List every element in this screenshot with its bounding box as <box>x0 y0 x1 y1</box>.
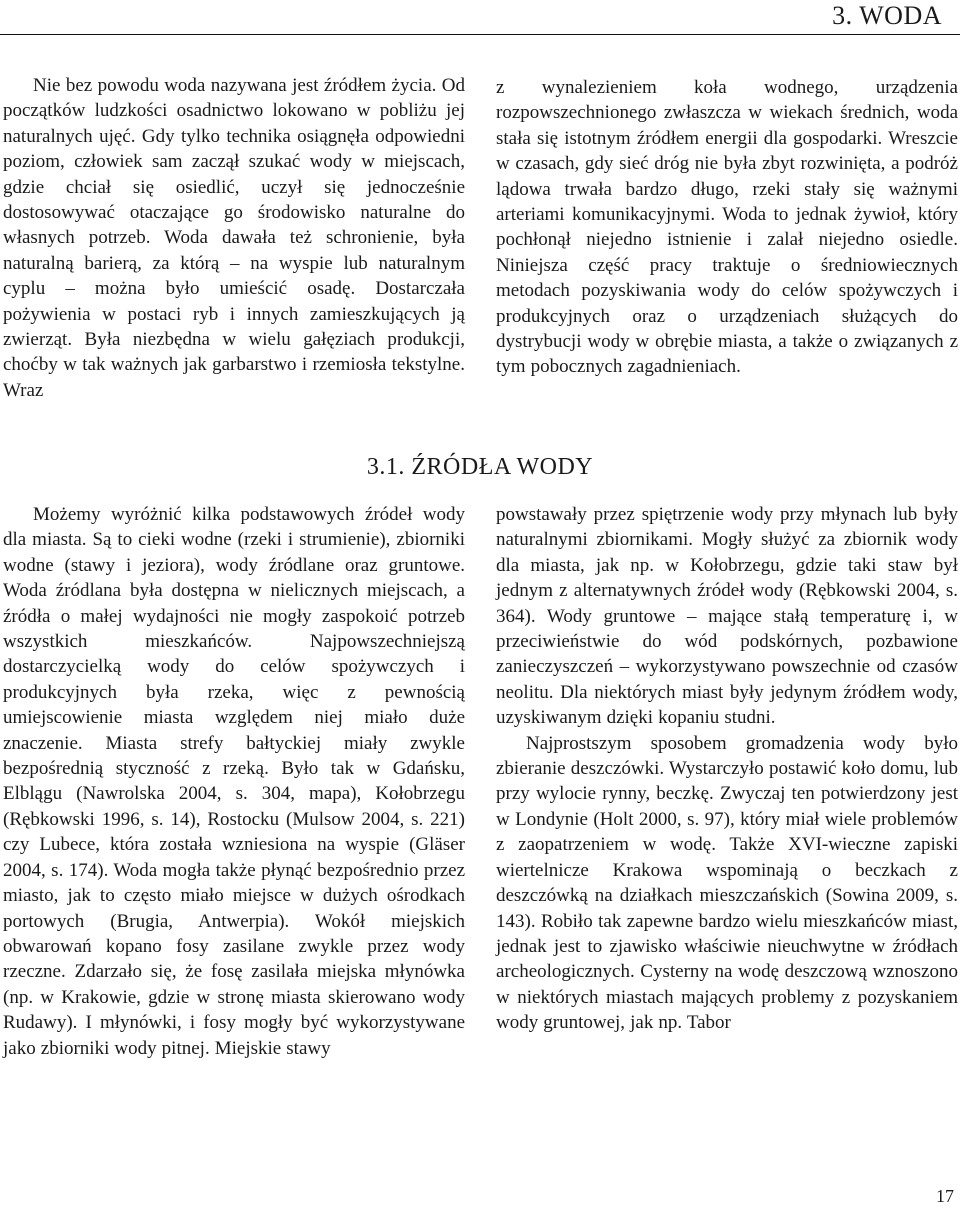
header-rule <box>0 34 960 35</box>
intro-paragraph-right: z wynalezieniem koła wodnego, urządzenia rozpowszechnionego zwłaszcza w wiekach średnich, woda stała się istotnym źródłem energii dla gospodarki. Wreszcie w czasach, gdy sieć dróg nie była zbyt rozwinięta, a podróż lądowa trwała bardzo długo, rzeki stały się ważnymi arteriami komunikacyjnymi. Woda to jednak żywioł, który pochłonął niejedno istnienie i zalał niejedno osiedle. Niniejsza część pracy traktuje o średniowiecznych metodach pozyskiwania wody do celów spożywczych i produkcyjnych oraz o urządzeniach służących do dystrybucji wody w obrębie miasta, a także o związanych z tym pobocznych zagadnieniach. <box>496 77 958 378</box>
chapter-title: 3. WODA <box>832 1 942 30</box>
section-right-column <box>496 502 958 1036</box>
section-paragraph-right-1: powstawały przez spiętrzenie wody przy młynach lub były naturalnymi zbiornikami. Mogły służyć za zbiornik wody dla miasta, jak np. w Kołobrzegu, gdzie taki staw był jednym z alternatywnych źródeł wody (Rębkowski 2004, s. 364). Wody gruntowe – mające stałą temperaturę i, w przeciwieństwie do wód podskórnych, pozbawione zanieczyszczeń – wykorzystywano powszechnie od czasów neolitu. Dla niektórych miast były jedynym źródłem wody, uzyskiwanym dzięki kopaniu studni. <box>496 504 958 729</box>
section-left-column <box>3 502 465 1061</box>
section-title: 3.1. ŹRÓDŁA WODY <box>366 454 594 480</box>
section-paragraph-right-2: Najprostszym sposobem gromadzenia wody było zbieranie deszczówki. Wystarczyło postawić koło domu, lub przy wylocie rynny, beczkę. Zwyczaj ten potwierdzony jest w Londynie (Holt 2000, s. 97), który miał wiele problemów z zaopatrzeniem w wodę. Także XVI-wieczne zapiski wiertelnicze Krakowa wspominają o beczkach z deszczówką na działkach mieszczańskich (Sowina 2009, s. 143). Robiło tak zapewne bardzo wielu mieszkańców miast, jednak jest to zjawisko właściwie nieuchwytne w źródłach archeologicznych. Cysterny na wodę deszczową wznoszono w niektórych miastach mających problemy z pozyskaniem wody gruntowej, jak np. Tabor <box>496 732 958 1034</box>
intro-right-column <box>496 75 958 380</box>
section-paragraph-left: Możemy wyróżnić kilka podstawowych źródeł wody dla miasta. Są to cieki wodne (rzeki i strumienie), zbiorniki wodne (stawy i jeziora), wody źródlane oraz gruntowe. Woda źródlana była dostępna w nielicznych miejscach, a źródła o małej wydajności nie mogły zaspokoić potrzeb wszystkich mieszkańców. Najpowszechniejszą dostarczycielką wody do celów spożywczych i produkcyjnych była rzeka, więc z pewnością umiejscowienie miasta względem niej miało duże znaczenie. Miasta strefy bałtyckiej miały zwykle bezpośrednią styczność z rzeką. Było tak w Gdańsku, Elblągu (Nawrolska 2004, s. 304, mapa), Kołobrzegu (Rębkowski 1996, s. 14), Rostocku (Mulsow 2004, s. 221) czy Lubece, która została wzniesiona na wyspie (Gläser 2004, s. 174). Woda mogła także płynąć bezpośrednio przez miasto, jak to często miało miejsce w dużych ośrodkach portowych (Brugia, Antwerpia). Wokół miejskich obwarowań kopano fosy zasilane zwykle przez wody rzeczne. Zdarzało się, że fosę zasilała miejska młynówka (np. w Krakowie, gdzie w stronę miasta skierowano wody Rudawy). I młynówki, i fosy mogły być wykorzystywane jako zbiorniki wody pitnej. Miejskie stawy <box>3 504 465 1059</box>
intro-paragraph-left: Nie bez powodu woda nazywana jest źródłem życia. Od początków ludzkości osadnictwo lokowano w pobliżu jej naturalnych ujęć. Gdy tylko technika osiągnęła odpowiedni poziom, człowiek sam zaczął szukać wody w miejscach, gdzie chciał się osiedlić, uczył się jednocześnie dostosowywać otaczające go środowisko naturalne do własnych potrzeb. Woda dawała też schronienie, była naturalną barierą, za którą – na wyspie lub naturalnym cyplu – można było umieścić osadę. Dostarczała pożywienia w postaci ryb i innych zamieszkujących ją zwierząt. Była niezbędna w wielu gałęziach produkcji, choćby w tak ważnych jak garbarstwo i rzemiosła tekstylne. Wraz <box>3 75 465 401</box>
intro-left-column <box>3 73 465 403</box>
page-number: 17 <box>936 1186 954 1206</box>
